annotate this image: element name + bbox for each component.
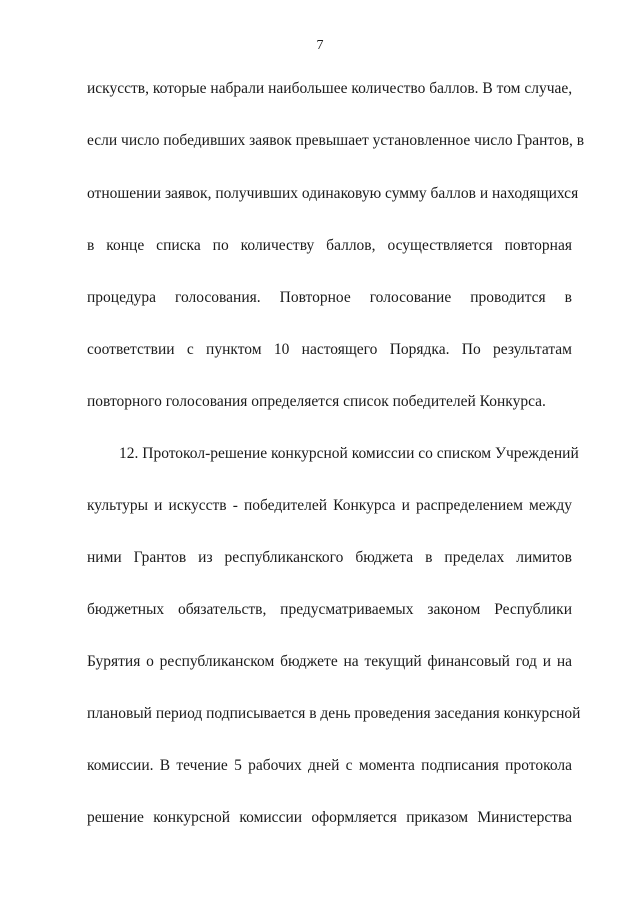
text-line: если число победивших заявок превышает установленное число Грантов, в — [87, 132, 585, 149]
text-line: Бурятия о республиканском бюджете на текущий финансовый год и на — [87, 653, 572, 670]
text-line: решение конкурсной комиссии оформляется приказом Министерства — [87, 809, 572, 826]
text-line: в конце списка по количеству баллов, осуществляется повторная — [87, 237, 572, 254]
text-line: комиссии. В течение 5 рабочих дней с момента подписания протокола — [87, 757, 572, 774]
paragraph-start-line: 12. Протокол-решение конкурсной комиссии со списком Учреждений — [119, 445, 579, 462]
text-line: ними Грантов из республиканского бюджета в пределах лимитов — [87, 549, 572, 566]
text-line: культуры и искусств - победителей Конкурса и распределением между — [87, 497, 572, 514]
text-line: отношении заявок, получивших одинаковую сумму баллов и находящихся — [87, 185, 579, 202]
text-line: соответствии с пунктом 10 настоящего Порядка. По результатам — [87, 341, 572, 358]
text-line: плановый период подписывается в день проведения заседания конкурсной — [87, 705, 581, 722]
text-line: бюджетных обязательств, предусматриваемых законом Республики — [87, 601, 572, 618]
page-number: 7 — [316, 38, 324, 53]
text-line: процедура голосования. Повторное голосование проводится в — [87, 289, 572, 306]
text-line: повторного голосования определяется список победителей Конкурса. — [87, 393, 546, 410]
text-line: искусств, которые набрали наибольшее количество баллов. В том случае, — [87, 80, 573, 97]
